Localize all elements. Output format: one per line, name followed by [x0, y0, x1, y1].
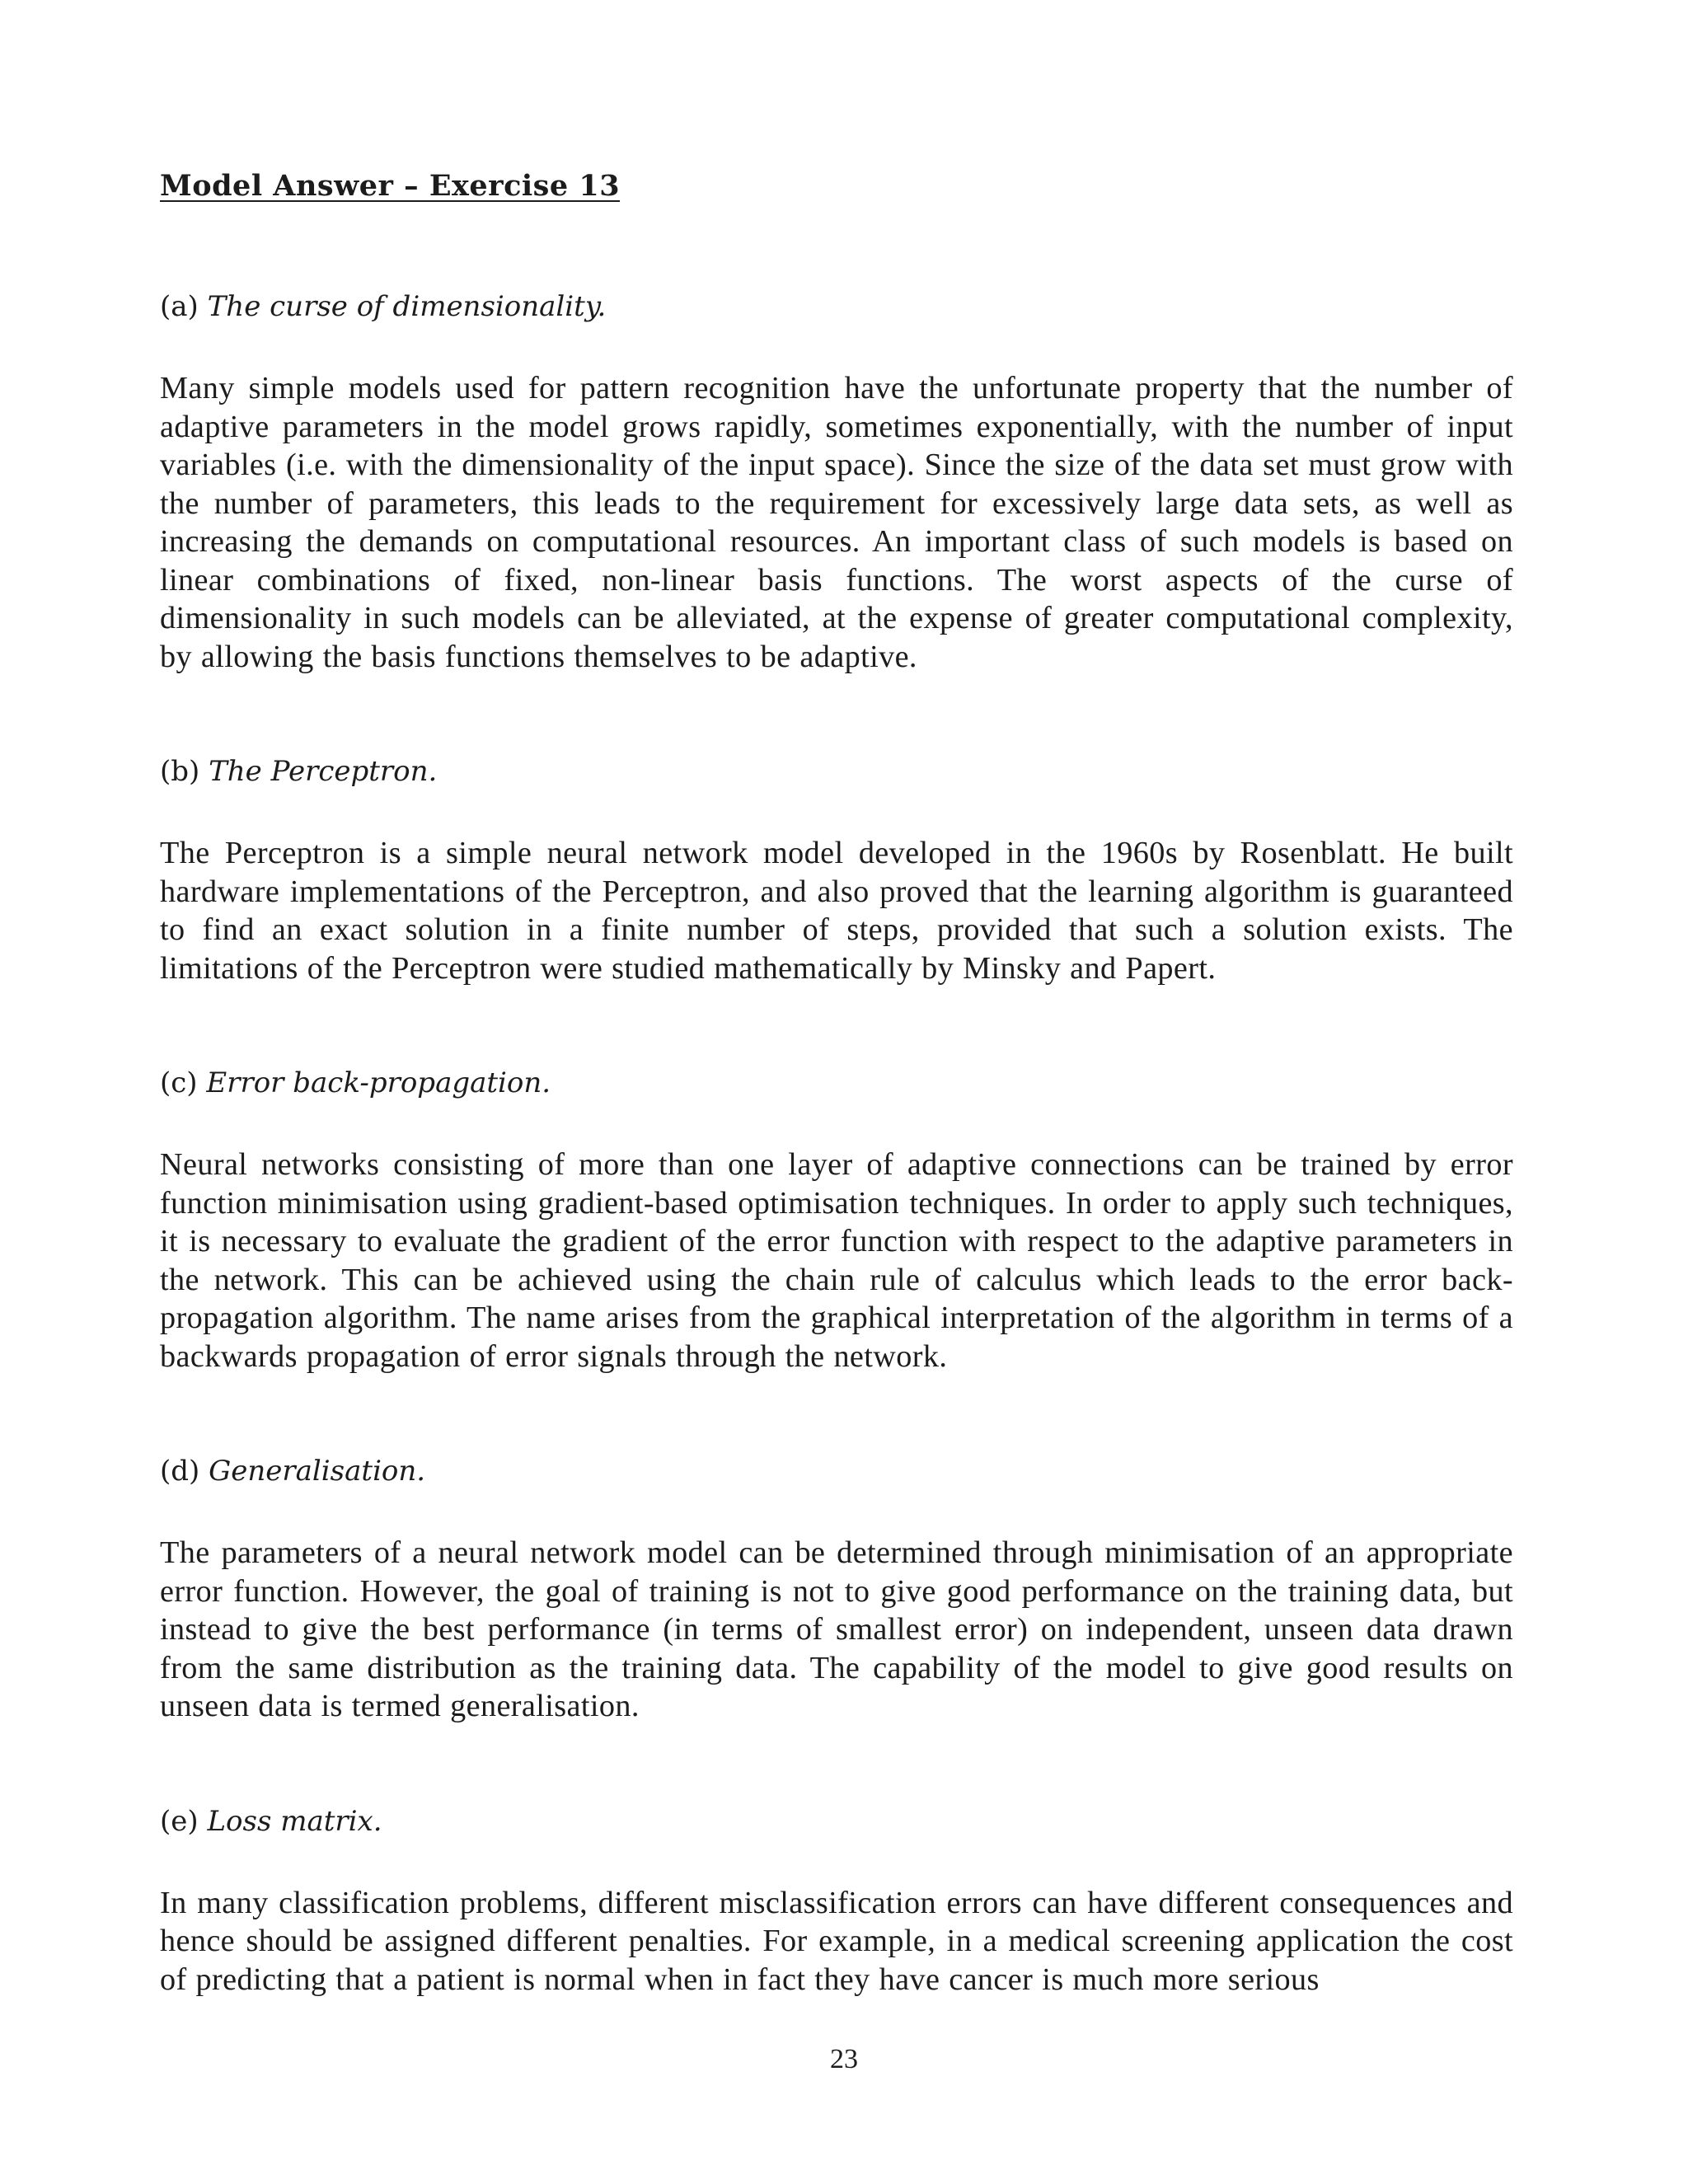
section-label: (e): [160, 1804, 199, 1838]
section-d: [160, 1451, 1513, 1726]
section-label: (d): [160, 1455, 200, 1488]
section-heading: [160, 1451, 1513, 1491]
section-paragraph: Many simple models used for pattern recognition have the unfortunate property that the number of adaptive parameters in the model grows rapidly, sometimes exponentially, with the number of input variables (i.e. with the dimensionality of the input space). Since the size of the data set must grow with the number of parameters, this leads to the requirement for excessively large data sets, as well as increasing the demands on computational resources. An important class of such models is based on linear combinations of fixed, non-linear basis functions. The worst aspects of the curse of dimensionality in such models can be alleviated, at the expense of greater computational complexity, by allowing the basis functions themselves to be adaptive.: [160, 371, 1513, 674]
section-name: Loss matrix.: [207, 1804, 382, 1838]
section-paragraph: In many classification problems, different misclassification errors can have different consequences and hence should be assigned different penalties. For example, in a medical screening application the cost of predicting that a patient is normal when in fact they have cancer is much more serious: [160, 1885, 1513, 1997]
section-label: (c): [160, 1066, 198, 1099]
page-number: 23: [830, 2044, 858, 2074]
section-paragraph: Neural networks consisting of more than one layer of adaptive connections can be trained by error function minimisation using gradient-based optimisation techniques. In order to apply such techniques, it is necessary to evaluate the gradient of the error function with respect to the adaptive parameters in the network. This can be achieved using the chain rule of calculus which leads to the error back-propagation algorithm. The name arises from the graphical interpretation of the algorithm in terms of a backwards propagation of error signals through the network.: [160, 1147, 1513, 1374]
section-b: [160, 752, 1513, 987]
section-heading: [160, 287, 1513, 326]
section-paragraph: The parameters of a neural network model can be determined through minimisation of an appropriate error function. However, the goal of training is not to give good performance on the training data, but instead to give the best performance (in terms of smallest error) on independent, unseen data drawn from the same distribution as the training data. The capability of the model to give good results on unseen data is termed generalisation.: [160, 1535, 1513, 1723]
section-name: Error back-propagation.: [206, 1066, 551, 1099]
section-name: Generalisation.: [209, 1455, 426, 1488]
section-heading: [160, 752, 1513, 791]
section-a: [160, 287, 1513, 676]
section-name: The Perceptron.: [209, 755, 438, 788]
section-name: The curse of dimensionality.: [207, 290, 607, 323]
section-heading: [160, 1802, 1513, 1841]
page-content: [160, 162, 1513, 1999]
section-paragraph: The Perceptron is a simple neural network model developed in the 1960s by Rosenblatt. He built hardware implementations of the Perceptron, and also proved that the learning algorithm is guaranteed to find an exact solution in a finite number of steps, provided that such a solution exists. The limitations of the Perceptron were studied mathematically by Minsky and Papert.: [160, 836, 1513, 986]
page-title: Model Answer – Exercise 13: [160, 169, 621, 203]
section-c: [160, 1063, 1513, 1376]
section-e: [160, 1802, 1513, 1999]
section-heading: [160, 1063, 1513, 1103]
section-label: (b): [160, 755, 200, 788]
section-label: (a): [160, 290, 199, 323]
